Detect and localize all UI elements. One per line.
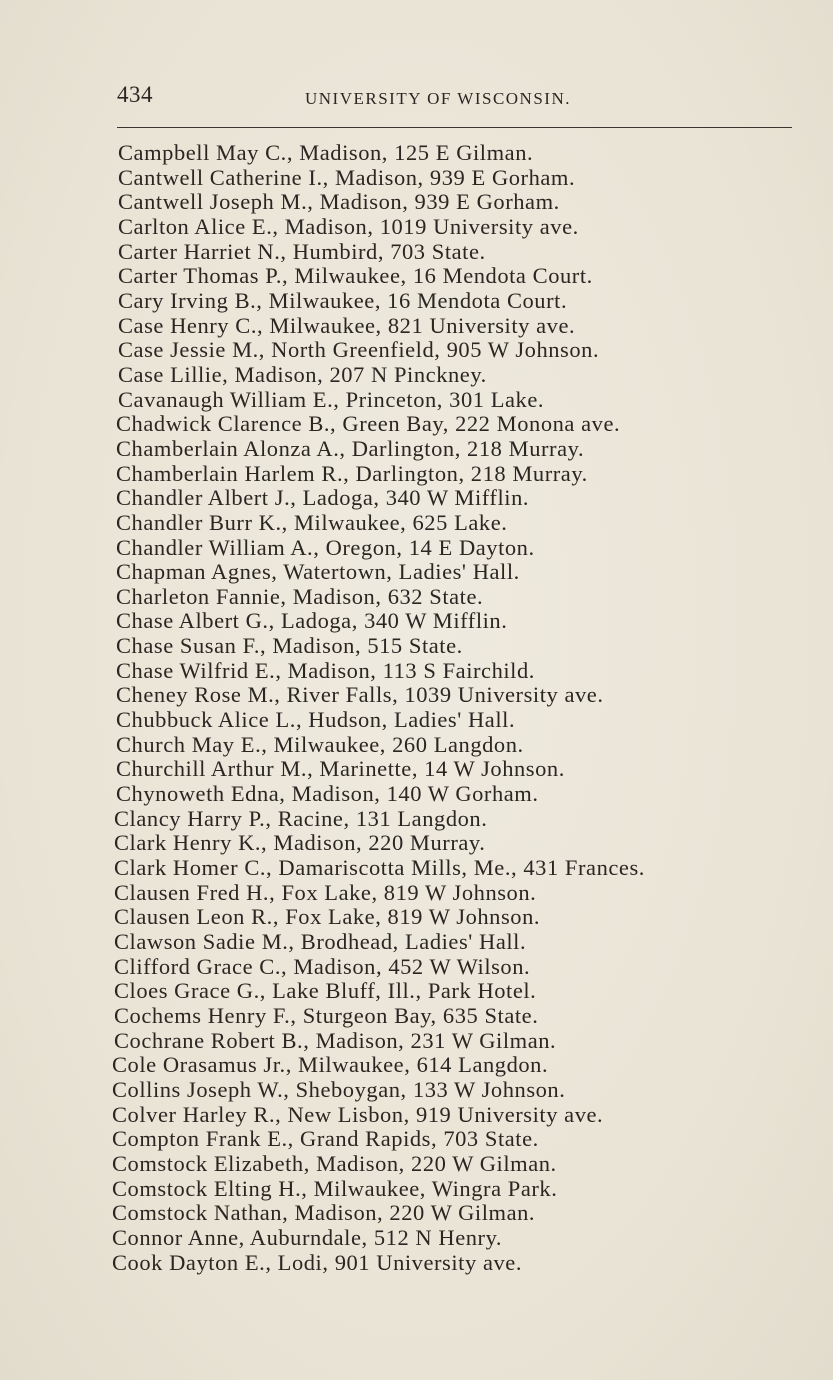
directory-entry: Cole Orasamus Jr., Milwaukee, 614 Langdon.: [112, 1052, 549, 1078]
directory-entry: Compton Frank E., Grand Rapids, 703 State.: [112, 1126, 539, 1152]
running-head: UNIVERSITY OF WISCONSIN.: [305, 89, 571, 108]
directory-entry: Clausen Fred H., Fox Lake, 819 W Johnson.: [114, 879, 537, 905]
directory-entry: Comstock Elting H., Milwaukee, Wingra Park.: [112, 1175, 558, 1201]
directory-entry: Case Lillie, Madison, 207 N Pinckney.: [118, 361, 487, 387]
directory-entry: Cochrane Robert B., Madison, 231 W Gilman.: [114, 1027, 557, 1053]
directory-entry: Clancy Harry P., Racine, 131 Langdon.: [114, 805, 488, 831]
directory-entry: Cochems Henry F., Sturgeon Bay, 635 State.: [114, 1002, 539, 1028]
directory-entry: Cantwell Catherine I., Madison, 939 E Gorham.: [118, 164, 576, 190]
directory-entry: Cary Irving B., Milwaukee, 16 Mendota Court.: [118, 287, 568, 313]
directory-entry: Clausen Leon R., Fox Lake, 819 W Johnson.: [114, 904, 541, 930]
directory-entry: Chase Albert G., Ladoga, 340 W Mifflin.: [116, 608, 508, 634]
directory-entry: Church May E., Milwaukee, 260 Langdon.: [116, 731, 524, 757]
directory-entry: Case Henry C., Milwaukee, 821 University ave.: [118, 312, 576, 338]
directory-entry: Comstock Nathan, Madison, 220 W Gilman.: [112, 1200, 536, 1226]
directory-entry: Comstock Elizabeth, Madison, 220 W Gilman.: [112, 1150, 557, 1176]
directory-entry: Cook Dayton E., Lodi, 901 University ave.: [112, 1249, 522, 1275]
page-number: 434: [117, 82, 153, 107]
directory-entry: Chandler Burr K., Milwaukee, 625 Lake.: [116, 509, 508, 535]
directory-entry: Chapman Agnes, Watertown, Ladies' Hall.: [116, 559, 520, 585]
directory-entry: Campbell May C., Madison, 125 E Gilman.: [118, 140, 534, 165]
directory-entry: Clark Henry K., Madison, 220 Murray.: [114, 830, 486, 856]
header-rule: [117, 127, 792, 128]
directory-entry: Colver Harley R., New Lisbon, 919 University ave.: [112, 1101, 604, 1127]
directory-entry: Chamberlain Harlem R., Darlington, 218 Murray.: [116, 460, 588, 486]
directory-entry: Carter Harriet N., Humbird, 703 State.: [118, 238, 486, 264]
directory-entry: Churchill Arthur M., Marinette, 14 W Johnson.: [116, 756, 565, 782]
directory-entry: Clifford Grace C., Madison, 452 W Wilson.: [114, 953, 531, 979]
directory-entry: Chubbuck Alice L., Hudson, Ladies' Hall.: [116, 707, 516, 733]
directory-entry: Chadwick Clarence B., Green Bay, 222 Monona ave.: [116, 411, 621, 437]
directory-entry: Connor Anne, Auburndale, 512 N Henry.: [112, 1224, 503, 1250]
directory-entry: Cantwell Joseph M., Madison, 939 E Gorham.: [118, 189, 560, 215]
directory-entry: Chase Susan F., Madison, 515 State.: [116, 633, 463, 659]
directory-entry: Clark Homer C., Damariscotta Mills, Me., 431 Frances.: [114, 855, 645, 881]
directory-entry: Chandler William A., Oregon, 14 E Dayton.: [116, 534, 535, 560]
directory-entry: Chamberlain Alonza A., Darlington, 218 Murray.: [116, 435, 585, 461]
directory-entry: Clawson Sadie M., Brodhead, Ladies' Hall.: [114, 929, 527, 954]
directory-entry: Case Jessie M., North Greenfield, 905 W Johnson.: [118, 337, 600, 363]
directory-entry: Cheney Rose M., River Falls, 1039 University ave.: [116, 682, 604, 708]
page-header: [117, 82, 792, 114]
directory-list: [112, 141, 812, 1275]
directory-entry: Cloes Grace G., Lake Bluff, Ill., Park Hotel.: [114, 978, 537, 1004]
directory-entry: Collins Joseph W., Sheboygan, 133 W Johnson.: [112, 1076, 566, 1102]
directory-entry: Chandler Albert J., Ladoga, 340 W Mifflin.: [116, 485, 530, 511]
directory-entry: Chase Wilfrid E., Madison, 113 S Fairchild.: [116, 657, 535, 683]
directory-entry: Charleton Fannie, Madison, 632 State.: [116, 583, 484, 609]
directory-entry: Carter Thomas P., Milwaukee, 16 Mendota Court.: [118, 263, 593, 289]
directory-entry: Carlton Alice E., Madison, 1019 University ave.: [118, 213, 579, 239]
directory-entry: Chynoweth Edna, Madison, 140 W Gorham.: [116, 781, 539, 807]
directory-entry: Cavanaugh William E., Princeton, 301 Lake.: [118, 386, 545, 412]
